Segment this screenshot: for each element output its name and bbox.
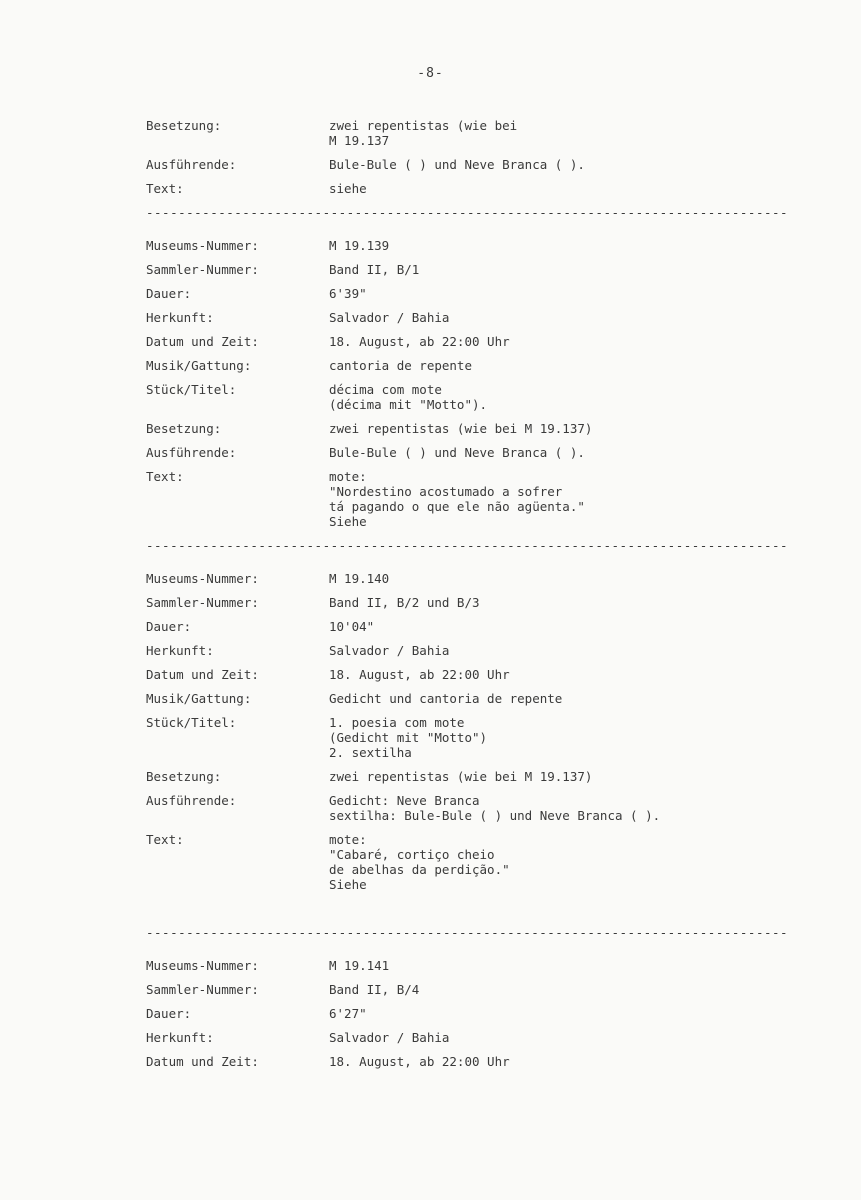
- field-value: Bule-Bule ( ) und Neve Branca ( ).: [329, 157, 585, 172]
- field-label: Text:: [146, 469, 184, 484]
- field-row: [146, 595, 826, 610]
- field-value: mote: "Nordestino acostumado a sofrer tá pagando o que ele não agüenta." Siehe: [329, 469, 585, 529]
- field-value: M 19.140: [329, 571, 390, 586]
- catalog-entry-m19139: [146, 238, 826, 529]
- field-label: Musik/Gattung:: [146, 691, 252, 706]
- field-row: [146, 262, 826, 277]
- field-label: Ausführende:: [146, 793, 237, 808]
- field-row: [146, 358, 826, 373]
- field-label: Text:: [146, 832, 184, 847]
- field-value: Bule-Bule ( ) und Neve Branca ( ).: [329, 445, 585, 460]
- field-row: [146, 469, 826, 529]
- field-value: zwei repentistas (wie bei M 19.137): [329, 421, 593, 436]
- field-label: Besetzung:: [146, 421, 222, 436]
- field-value: 18. August, ab 22:00 Uhr: [329, 334, 510, 349]
- field-row: [146, 1054, 826, 1069]
- catalog-entry-m19141: [146, 958, 826, 1069]
- field-value: Salvador / Bahia: [329, 1030, 450, 1045]
- field-row: [146, 310, 826, 325]
- field-label: Sammler-Nummer:: [146, 595, 259, 610]
- catalog-content: [146, 118, 826, 1078]
- field-row: [146, 715, 826, 760]
- field-value: M 19.141: [329, 958, 390, 973]
- field-value: Salvador / Bahia: [329, 643, 450, 658]
- field-label: Sammler-Nummer:: [146, 262, 259, 277]
- field-row: [146, 1006, 826, 1021]
- field-value: zwei repentistas (wie bei M 19.137): [329, 769, 593, 784]
- catalog-entry-continued: [146, 118, 826, 196]
- field-label: Text:: [146, 181, 184, 196]
- field-row: [146, 958, 826, 973]
- field-value: 18. August, ab 22:00 Uhr: [329, 667, 510, 682]
- field-value: 10'04": [329, 619, 375, 634]
- field-row: [146, 157, 826, 172]
- field-value: 1. poesia com mote (Gedicht mit "Motto") 2. sextilha: [329, 715, 488, 760]
- field-row: [146, 118, 826, 148]
- field-value: M 19.139: [329, 238, 390, 253]
- field-row: [146, 181, 826, 196]
- field-row: [146, 982, 826, 997]
- field-row: [146, 421, 826, 436]
- field-value: cantoria de repente: [329, 358, 472, 373]
- field-row: [146, 832, 826, 892]
- field-label: Datum und Zeit:: [146, 334, 259, 349]
- section-divider: --------------------------------------------------------------------------------: [146, 205, 789, 220]
- field-value: Gedicht: Neve Branca sextilha: Bule-Bule ( ) und Neve Branca ( ).: [329, 793, 661, 823]
- field-row: [146, 571, 826, 586]
- field-label: Datum und Zeit:: [146, 1054, 259, 1069]
- field-row: [146, 667, 826, 682]
- field-label: Herkunft:: [146, 310, 214, 325]
- field-row: [146, 691, 826, 706]
- field-label: Datum und Zeit:: [146, 667, 259, 682]
- field-label: Sammler-Nummer:: [146, 982, 259, 997]
- field-label: Dauer:: [146, 619, 192, 634]
- page-number: -8-: [417, 66, 444, 81]
- field-row: [146, 445, 826, 460]
- field-label: Dauer:: [146, 286, 192, 301]
- field-label: Dauer:: [146, 1006, 192, 1021]
- field-value: 6'27": [329, 1006, 367, 1021]
- field-label: Museums-Nummer:: [146, 238, 259, 253]
- field-label: Stück/Titel:: [146, 382, 237, 397]
- field-value: zwei repentistas (wie bei M 19.137: [329, 118, 518, 148]
- field-row: [146, 643, 826, 658]
- field-value: Gedicht und cantoria de repente: [329, 691, 563, 706]
- field-label: Herkunft:: [146, 643, 214, 658]
- catalog-entry-m19140: [146, 571, 826, 892]
- field-row: [146, 769, 826, 784]
- field-row: [146, 334, 826, 349]
- field-label: Ausführende:: [146, 445, 237, 460]
- field-label: Stück/Titel:: [146, 715, 237, 730]
- field-row: [146, 238, 826, 253]
- field-value: Salvador / Bahia: [329, 310, 450, 325]
- field-row: [146, 286, 826, 301]
- field-row: [146, 1030, 826, 1045]
- field-value: mote: "Cabaré, cortiço cheio de abelhas da perdição." Siehe: [329, 832, 510, 892]
- field-value: 18. August, ab 22:00 Uhr: [329, 1054, 510, 1069]
- field-label: Besetzung:: [146, 118, 222, 133]
- field-label: Ausführende:: [146, 157, 237, 172]
- field-label: Museums-Nummer:: [146, 571, 259, 586]
- field-value: 6'39": [329, 286, 367, 301]
- field-label: Musik/Gattung:: [146, 358, 252, 373]
- field-row: [146, 793, 826, 823]
- field-value: Band II, B/4: [329, 982, 420, 997]
- section-divider: --------------------------------------------------------------------------------: [146, 538, 789, 553]
- field-value: décima com mote (décima mit "Motto").: [329, 382, 488, 412]
- field-row: [146, 619, 826, 634]
- field-label: Herkunft:: [146, 1030, 214, 1045]
- section-divider: --------------------------------------------------------------------------------: [146, 925, 789, 940]
- field-value: Band II, B/1: [329, 262, 420, 277]
- field-label: Besetzung:: [146, 769, 222, 784]
- field-row: [146, 382, 826, 412]
- spacer: [146, 901, 826, 921]
- field-value: Band II, B/2 und B/3: [329, 595, 480, 610]
- field-value: siehe: [329, 181, 367, 196]
- field-label: Museums-Nummer:: [146, 958, 259, 973]
